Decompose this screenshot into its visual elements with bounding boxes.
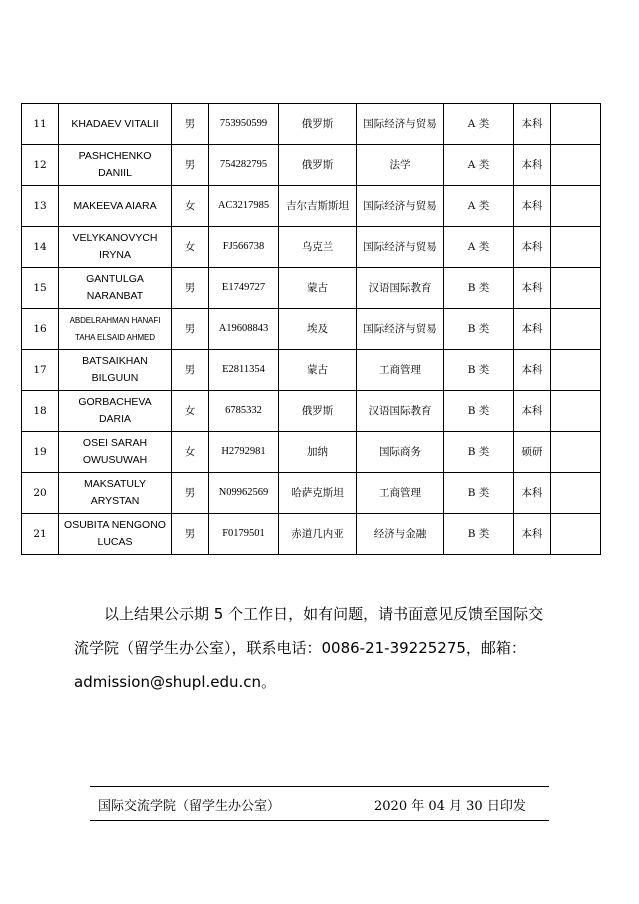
extra-cell <box>551 473 601 514</box>
passport-number-cell: 753950599 <box>209 104 279 145</box>
footer-issuer: 国际交流学院（留学生办公室） <box>98 799 281 814</box>
major-cell: 国际经济与贸易 <box>357 227 444 268</box>
level-cell: 本科 <box>514 391 551 432</box>
level-cell: 本科 <box>514 350 551 391</box>
category-cell: A 类 <box>444 186 514 227</box>
category-cell: B 类 <box>444 391 514 432</box>
level-cell: 本科 <box>514 514 551 555</box>
extra-cell <box>551 145 601 186</box>
level-cell: 本科 <box>514 473 551 514</box>
name-line-2: OWUSUWAH <box>82 454 148 466</box>
row-number-cell: 19 <box>22 432 59 473</box>
level-cell: 本科 <box>514 268 551 309</box>
extra-cell <box>551 186 601 227</box>
extra-cell <box>551 268 601 309</box>
table-row <box>22 145 601 186</box>
passport-number-cell: E1749727 <box>209 268 279 309</box>
notice-line-1: 以上结果公示期 5 个工作日，如有问题，请书面意见反馈至国际交 <box>104 605 544 623</box>
name-line-2: DANIIL <box>98 167 132 179</box>
table-body <box>22 104 601 555</box>
gender-cell: 女 <box>172 432 209 473</box>
table-row <box>22 309 601 350</box>
gender-cell: 男 <box>172 514 209 555</box>
table-row <box>22 432 601 473</box>
category-cell: B 类 <box>444 432 514 473</box>
gender-cell: 女 <box>172 391 209 432</box>
student-name-cell <box>59 104 172 145</box>
category-cell: B 类 <box>444 309 514 350</box>
name-line-1: MAKEEVA AIARA <box>73 199 157 212</box>
student-name-cell <box>59 473 172 514</box>
row-number-cell: 20 <box>22 473 59 514</box>
level-cell: 本科 <box>514 104 551 145</box>
gender-cell: 女 <box>172 227 209 268</box>
level-cell: 硕研 <box>514 432 551 473</box>
name-line-2: BILGUUN <box>91 372 139 384</box>
passport-number-cell: F0179501 <box>209 514 279 555</box>
notice-line-2: 流学院（留学生办公室），联系电话：0086-21-39225275，邮箱： <box>74 639 526 657</box>
passport-number-cell: N09962569 <box>209 473 279 514</box>
nationality-cell: 吉尔吉斯斯坦 <box>279 186 357 227</box>
nationality-cell: 哈萨克斯坦 <box>279 473 357 514</box>
name-line-2: DARIA <box>98 413 132 425</box>
row-number-cell: 13 <box>22 186 59 227</box>
name-line-1: BATSAIKHAN <box>82 355 148 367</box>
table-row <box>22 350 601 391</box>
passport-number-cell: A19608843 <box>209 309 279 350</box>
nationality-cell: 赤道几内亚 <box>279 514 357 555</box>
level-cell: 本科 <box>514 186 551 227</box>
extra-cell <box>551 104 601 145</box>
passport-number-cell: H2792981 <box>209 432 279 473</box>
gender-cell: 男 <box>172 145 209 186</box>
major-cell: 汉语国际教育 <box>357 268 444 309</box>
student-name-cell <box>59 268 172 309</box>
extra-cell <box>551 391 601 432</box>
name-line-1: OSUBITA NENGONO <box>64 519 166 531</box>
table-row <box>22 104 601 145</box>
passport-number-cell: 754282795 <box>209 145 279 186</box>
major-cell: 国际商务 <box>357 432 444 473</box>
name-line-1: KHADAEV VITALII <box>71 117 159 130</box>
name-line-1: MAKSATULY <box>83 478 147 490</box>
category-cell: A 类 <box>444 145 514 186</box>
nationality-cell: 加纳 <box>279 432 357 473</box>
major-cell: 工商管理 <box>357 473 444 514</box>
nationality-cell: 蒙古 <box>279 350 357 391</box>
student-name-cell <box>59 309 172 350</box>
passport-number-cell: AC3217985 <box>209 186 279 227</box>
footer-bottom-rule <box>90 820 549 821</box>
gender-cell: 男 <box>172 268 209 309</box>
footer-top-rule <box>90 786 549 787</box>
gender-cell: 男 <box>172 473 209 514</box>
gender-cell: 男 <box>172 350 209 391</box>
table-row <box>22 268 601 309</box>
student-name-cell <box>59 145 172 186</box>
major-cell: 工商管理 <box>357 350 444 391</box>
name-line-1: ABDELRAHMAN HANAFI <box>69 316 161 325</box>
results-table <box>21 103 601 555</box>
nationality-cell: 蒙古 <box>279 268 357 309</box>
table-row <box>22 391 601 432</box>
student-name-cell <box>59 227 172 268</box>
table-row <box>22 473 601 514</box>
nationality-cell: 乌克兰 <box>279 227 357 268</box>
major-cell: 国际经济与贸易 <box>357 186 444 227</box>
name-line-1: OSEI SARAH <box>82 437 148 449</box>
nationality-cell: 俄罗斯 <box>279 391 357 432</box>
student-name-cell <box>59 350 172 391</box>
gender-cell: 男 <box>172 309 209 350</box>
row-number-cell: 17 <box>22 350 59 391</box>
extra-cell <box>551 432 601 473</box>
level-cell: 本科 <box>514 145 551 186</box>
passport-number-cell: 6785332 <box>209 391 279 432</box>
category-cell: A 类 <box>444 104 514 145</box>
name-line-2: NARANBAT <box>86 290 144 302</box>
row-number-cell: 14 <box>22 227 59 268</box>
category-cell: B 类 <box>444 268 514 309</box>
name-line-1: PASHCHENKO <box>78 150 152 162</box>
major-cell: 经济与金融 <box>357 514 444 555</box>
major-cell: 国际经济与贸易 <box>357 309 444 350</box>
category-cell: B 类 <box>444 514 514 555</box>
category-cell: A 类 <box>444 227 514 268</box>
name-line-2: TAHA ELSAID AHMED <box>75 333 155 342</box>
extra-cell <box>551 350 601 391</box>
student-name-cell <box>59 186 172 227</box>
passport-number-cell: E2811354 <box>209 350 279 391</box>
major-cell: 汉语国际教育 <box>357 391 444 432</box>
nationality-cell: 俄罗斯 <box>279 104 357 145</box>
row-number-cell: 12 <box>22 145 59 186</box>
notice-paragraph <box>74 597 574 699</box>
notice-line-3: admission@shupl.edu.cn。 <box>74 673 277 691</box>
name-line-1: VELYKANOVYCH <box>72 232 158 244</box>
name-line-2: IRYNA <box>99 249 131 261</box>
gender-cell: 男 <box>172 104 209 145</box>
row-number-cell: 15 <box>22 268 59 309</box>
major-cell: 法学 <box>357 145 444 186</box>
name-line-2: ARYSTAN <box>90 495 140 507</box>
name-line-1: GANTULGA <box>86 273 144 285</box>
extra-cell <box>551 309 601 350</box>
student-name-cell <box>59 391 172 432</box>
row-number-cell: 11 <box>22 104 59 145</box>
table-row <box>22 514 601 555</box>
student-name-cell <box>59 432 172 473</box>
category-cell: B 类 <box>444 473 514 514</box>
name-line-2: LUCAS <box>97 536 133 548</box>
passport-number-cell: FJ566738 <box>209 227 279 268</box>
gender-cell: 女 <box>172 186 209 227</box>
extra-cell <box>551 227 601 268</box>
footer-date: 2020 年 04 月 30 日印发 <box>374 799 526 814</box>
row-number-cell: 18 <box>22 391 59 432</box>
level-cell: 本科 <box>514 227 551 268</box>
major-cell: 国际经济与贸易 <box>357 104 444 145</box>
table-row <box>22 227 601 268</box>
extra-cell <box>551 514 601 555</box>
nationality-cell: 俄罗斯 <box>279 145 357 186</box>
row-number-cell: 16 <box>22 309 59 350</box>
level-cell: 本科 <box>514 309 551 350</box>
nationality-cell: 埃及 <box>279 309 357 350</box>
table-row <box>22 186 601 227</box>
row-number-cell: 21 <box>22 514 59 555</box>
name-line-1: GORBACHEVA <box>78 396 152 408</box>
category-cell: B 类 <box>444 350 514 391</box>
student-name-cell <box>59 514 172 555</box>
